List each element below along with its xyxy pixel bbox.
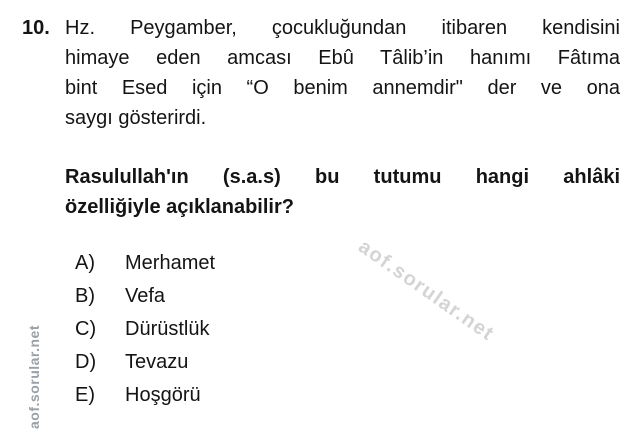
question-body (65, 13, 620, 412)
question-text-line: bint Esed için “O benim annemdir" der ve ona (65, 77, 620, 99)
option-c-letter: C) (75, 318, 97, 340)
question-text-line: saygı gösterirdi. (65, 107, 207, 129)
option-b-text: Vefa (125, 285, 166, 307)
options-list (65, 247, 620, 412)
question-text-line: Hz. Peygamber, çocukluğundan itibaren kendisini (65, 17, 620, 39)
watermark-left-vertical: aof.sorular.net (26, 325, 42, 429)
option-e (65, 379, 620, 412)
option-a (65, 247, 620, 280)
option-c-text: Dürüstlük (125, 318, 210, 340)
question-text-line: himaye eden amcası Ebû Tâlib’in hanımı Fâtıma (65, 47, 620, 69)
option-e-text: Hoşgörü (125, 384, 201, 406)
option-e-letter: E) (75, 384, 95, 406)
option-d-text: Tevazu (125, 351, 189, 373)
option-a-letter: A) (75, 252, 95, 274)
option-d (65, 346, 620, 379)
question-block (22, 13, 620, 412)
question-number: 10. (22, 17, 50, 39)
option-c (65, 313, 620, 346)
option-b-letter: B) (75, 285, 95, 307)
question-prompt (65, 162, 620, 222)
watermark-diagonal: aof.sorular.net (354, 235, 499, 346)
question-prompt-line: Rasulullah'ın (s.a.s) bu tutumu hangi ahlâki (65, 166, 620, 188)
question-text (65, 13, 620, 133)
option-d-letter: D) (75, 351, 97, 373)
option-b (65, 280, 620, 313)
option-a-text: Merhamet (125, 252, 216, 274)
question-prompt-line: özelliğiyle açıklanabilir? (65, 196, 294, 218)
